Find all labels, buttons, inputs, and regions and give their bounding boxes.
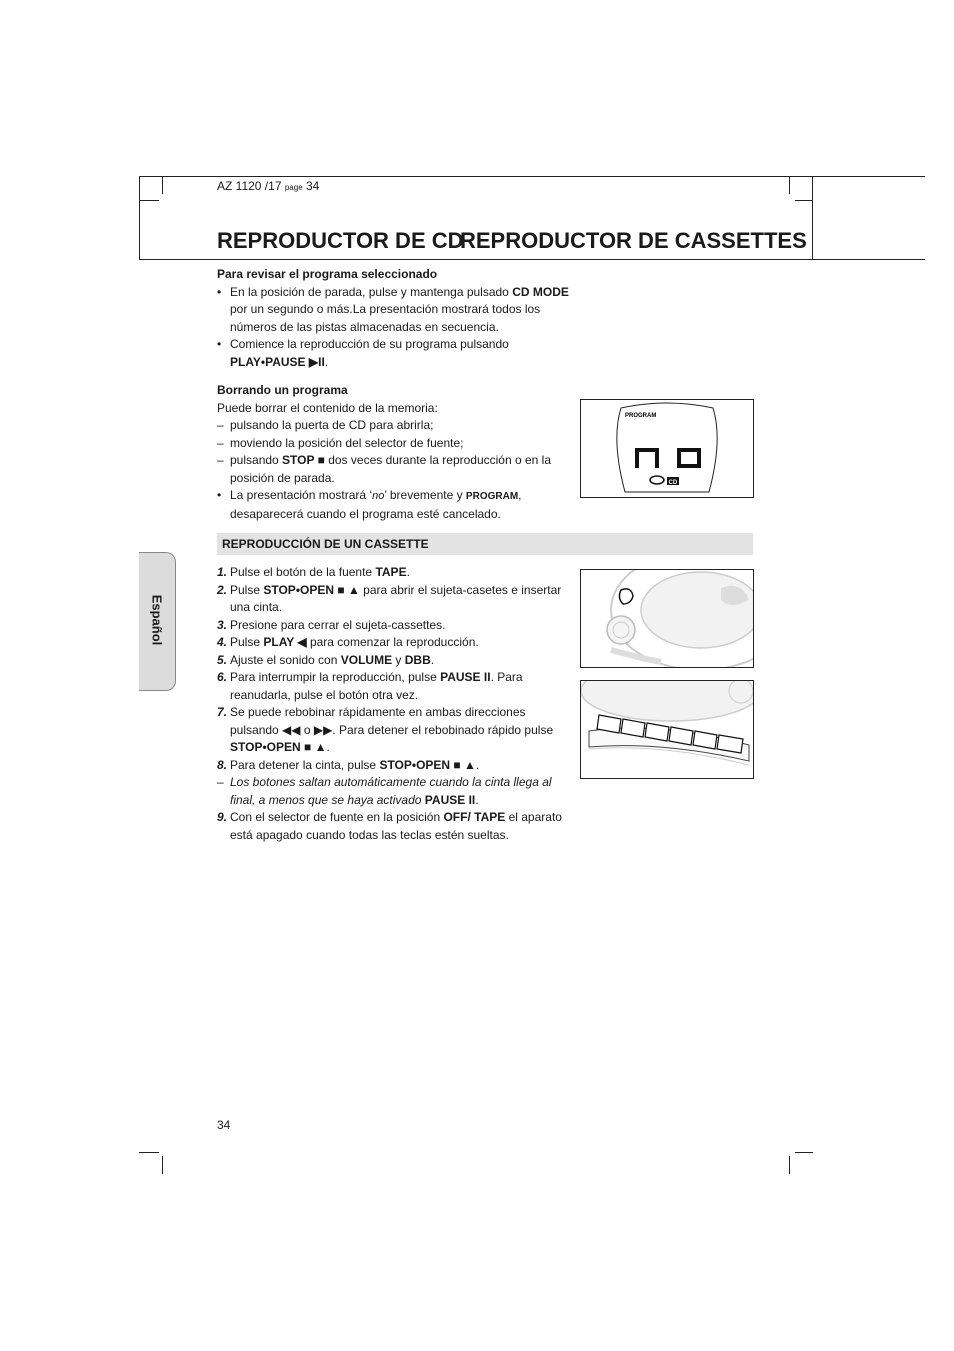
erase-dash-1: – pulsando la puerta de CD para abrirla;	[217, 418, 434, 432]
step-9: 9. Con el selector de fuente en la posición OFF/ TAPE el aparato está apagado cuando todas las teclas estén sueltas.	[217, 810, 562, 842]
step-8: 8. Para detener la cinta, pulse STOP•OPEN ■ ▲.	[217, 757, 480, 772]
page-word: page	[284, 183, 303, 192]
tape-source-button	[619, 589, 633, 604]
review-bullet-1: • En la posición de parada, pulse y mantenga pulsado CD MODE por un segundo o más.La presentación mostrará todos los números de las pistas almacenadas en secuencia.	[217, 284, 569, 334]
step-5: 5. Ajuste el sonido con VOLUME y DBB.	[217, 652, 435, 667]
header-top-rule	[139, 176, 925, 177]
step-6: 6. Para interrumpir la reproducción, pulse PAUSE II. Para reanudarla, pulse el botón otra vez.	[217, 670, 523, 702]
header-bottom-rule	[139, 259, 925, 260]
erase-heading: Borrando un programa	[217, 383, 348, 397]
cassette-keys-illustration	[580, 680, 754, 779]
model-number: AZ 1120 /17	[217, 179, 282, 193]
erase-intro: Puede borrar el contenido de la memoria:	[217, 400, 438, 415]
review-program-section	[217, 266, 577, 371]
step-3: 3. Presione para cerrar el sujeta-cassettes.	[217, 617, 446, 632]
erase-program-section	[217, 382, 567, 523]
step-7: 7. Se puede rebobinar rápidamente en ambas direcciones pulsando ◀◀ o ▶▶. Para detener el rebobinado rápido pulse STOP•OPEN ■ ▲.	[217, 705, 554, 754]
erase-dash-2: – moviendo la posición del selector de fuente;	[217, 435, 464, 450]
review-heading: Para revisar el programa seleccionado	[217, 267, 438, 281]
cassette-keys-drawing	[581, 681, 753, 778]
display-illustration	[580, 399, 754, 498]
page-number: 34	[217, 1118, 231, 1132]
crop-mark	[795, 1152, 813, 1153]
title-cassette-player: REPRODUCTOR DE CASSETTES	[460, 228, 807, 253]
crop-mark	[139, 1152, 159, 1153]
cassette-section-heading	[217, 533, 753, 555]
step-4: 4. Pulse PLAY ◀ para comenzar la reproducción.	[217, 635, 479, 649]
erase-bullet: • La presentación mostrará ‘no’ brevemente y PROGRAM, desaparecerá cuando el programa esté cancelado.	[217, 488, 522, 521]
crop-mark	[162, 176, 163, 194]
device-top-drawing	[581, 570, 753, 667]
crop-mark	[789, 1156, 790, 1174]
language-tab-label: Español	[149, 594, 165, 646]
header-left-rule	[139, 176, 140, 260]
cd-icon	[650, 476, 679, 486]
step-8-note: – Los botones saltan automáticamente cuando la cinta llega al final, a menos que se haya activado PAUSE II.	[217, 775, 552, 807]
cassette-steps	[217, 564, 575, 844]
step-1: 1. Pulse el botón de la fuente TAPE.	[217, 565, 410, 579]
cassette-heading-text: REPRODUCCIÓN DE UN CASSETTE	[222, 537, 429, 551]
erase-dash-3: – pulsando STOP ■ dos veces durante la reproducción o en la posición de parada.	[217, 453, 552, 485]
svg-text:CD: CD	[668, 480, 678, 486]
tape-button-illustration	[580, 569, 754, 668]
crop-mark	[795, 200, 813, 201]
lcd-display-drawing	[581, 400, 753, 497]
review-bullet-2: • Comience la reproducción de su programa pulsando PLAY•PAUSE ▶II.	[217, 337, 509, 369]
crop-mark	[162, 1156, 163, 1174]
program-indicator: PROGRAM	[625, 413, 657, 419]
step-2: 2. Pulse STOP•OPEN ■ ▲ para abrir el sujeta-casetes e insertar una cinta.	[217, 582, 562, 614]
header-right-rule	[812, 176, 813, 260]
crop-mark	[139, 200, 159, 201]
title-cd-player: REPRODUCTOR DE CD	[217, 228, 464, 253]
crop-mark	[789, 176, 790, 194]
header-page-number: 34	[305, 179, 320, 193]
lcd-digits	[637, 450, 699, 466]
header-model-line	[217, 179, 319, 193]
